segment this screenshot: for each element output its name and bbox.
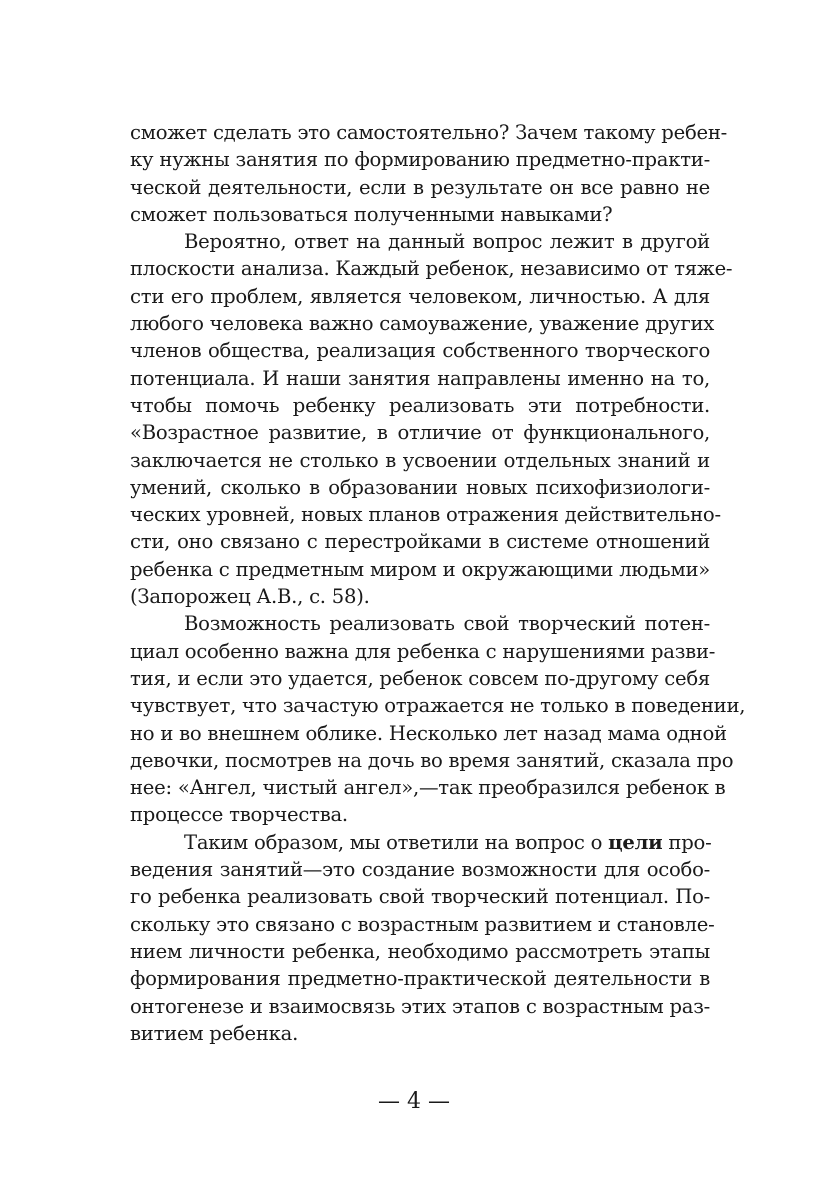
text-line: потенциала. И наши занятия направлены именно на то, — [130, 366, 710, 390]
text-line: сможет пользоваться полученными навыками? — [130, 202, 613, 226]
text-line: го ребенка реализовать свой творческий потенциал. По- — [130, 885, 710, 909]
text-line: (Запорожец А.В., с. 58). — [130, 585, 370, 609]
text-line: чувствует, что зачастую отражается не только в поведении, — [130, 694, 746, 718]
body-text — [130, 119, 746, 1047]
text-line — [130, 829, 710, 856]
text-line: ведения занятий—это создание возможности для особо- — [130, 858, 710, 882]
text-line: ребенка с предметным миром и окружающими людьми» — [130, 557, 710, 581]
text-line: витием ребенка. — [130, 1021, 299, 1045]
text-line: нием личности ребенка, необходимо рассмотреть этапы — [130, 939, 710, 963]
text-line: сти его проблем, является человеком, личностью. А для — [130, 284, 710, 308]
text-line: плоскости анализа. Каждый ребенок, независимо от тяже- — [130, 257, 733, 281]
paragraph-2 — [130, 228, 733, 610]
paragraph-4 — [130, 829, 715, 1047]
text-line: девочки, посмотрев на дочь во время занятий, сказала про — [130, 748, 734, 772]
text-line: чтобы помочь ребенку реализовать эти потребности. — [130, 393, 710, 417]
text-line: но и во внешнем облике. Несколько лет назад мама одной — [130, 721, 727, 745]
text-fragment: Таким образом, мы ответили на вопрос о — [184, 830, 609, 854]
text-fragment: про- — [662, 830, 712, 854]
text-line: процессе творчества. — [130, 803, 348, 827]
text-line: членов общества, реализация собственного творческого — [130, 339, 710, 363]
text-line: заключается не столько в усвоении отдельных знаний и — [130, 448, 710, 472]
text-line: онтогенезе и взаимосвязь этих этапов с возрастным раз- — [130, 994, 710, 1018]
text-line: ческих уровней, новых планов отражения действительно- — [130, 503, 721, 527]
text-line: сможет сделать это самостоятельно? Зачем такому ребен- — [130, 121, 728, 144]
text-line: «Возрастное развитие, в отличие от функционального, — [130, 421, 710, 445]
paragraph-3 — [130, 610, 746, 828]
text-line: любого человека важно самоуважение, уважение других — [130, 312, 715, 336]
text-line: ческой деятельности, если в результате он все равно не — [130, 175, 710, 199]
text-line: формирования предметно-практической деятельности в — [130, 967, 710, 991]
paragraph-1 — [130, 119, 728, 228]
text-line: умений, сколько в образовании новых психофизиологи- — [130, 475, 710, 499]
text-line: тия, и если это удается, ребенок совсем по-другому себя — [130, 666, 710, 690]
text-line: Возможность реализовать свой творческий потен- — [184, 612, 710, 636]
text-line: Вероятно, ответ на данный вопрос лежит в другой — [184, 230, 710, 254]
text-line: ку нужны занятия по формированию предметно-практи- — [130, 148, 710, 172]
text-line: нее: «Ангел, чистый ангел»,—так преобразился ребенок в — [130, 776, 726, 800]
text-line: сти, оно связано с перестройками в системе отношений — [130, 530, 710, 554]
emphasized-term: цели — [608, 830, 663, 854]
page-number: — 4 — — [378, 1089, 450, 1114]
text-line: циал особенно важна для ребенка с нарушениями разви- — [130, 639, 716, 663]
text-line: скольку это связано с возрастным развитием и становле- — [130, 912, 715, 936]
